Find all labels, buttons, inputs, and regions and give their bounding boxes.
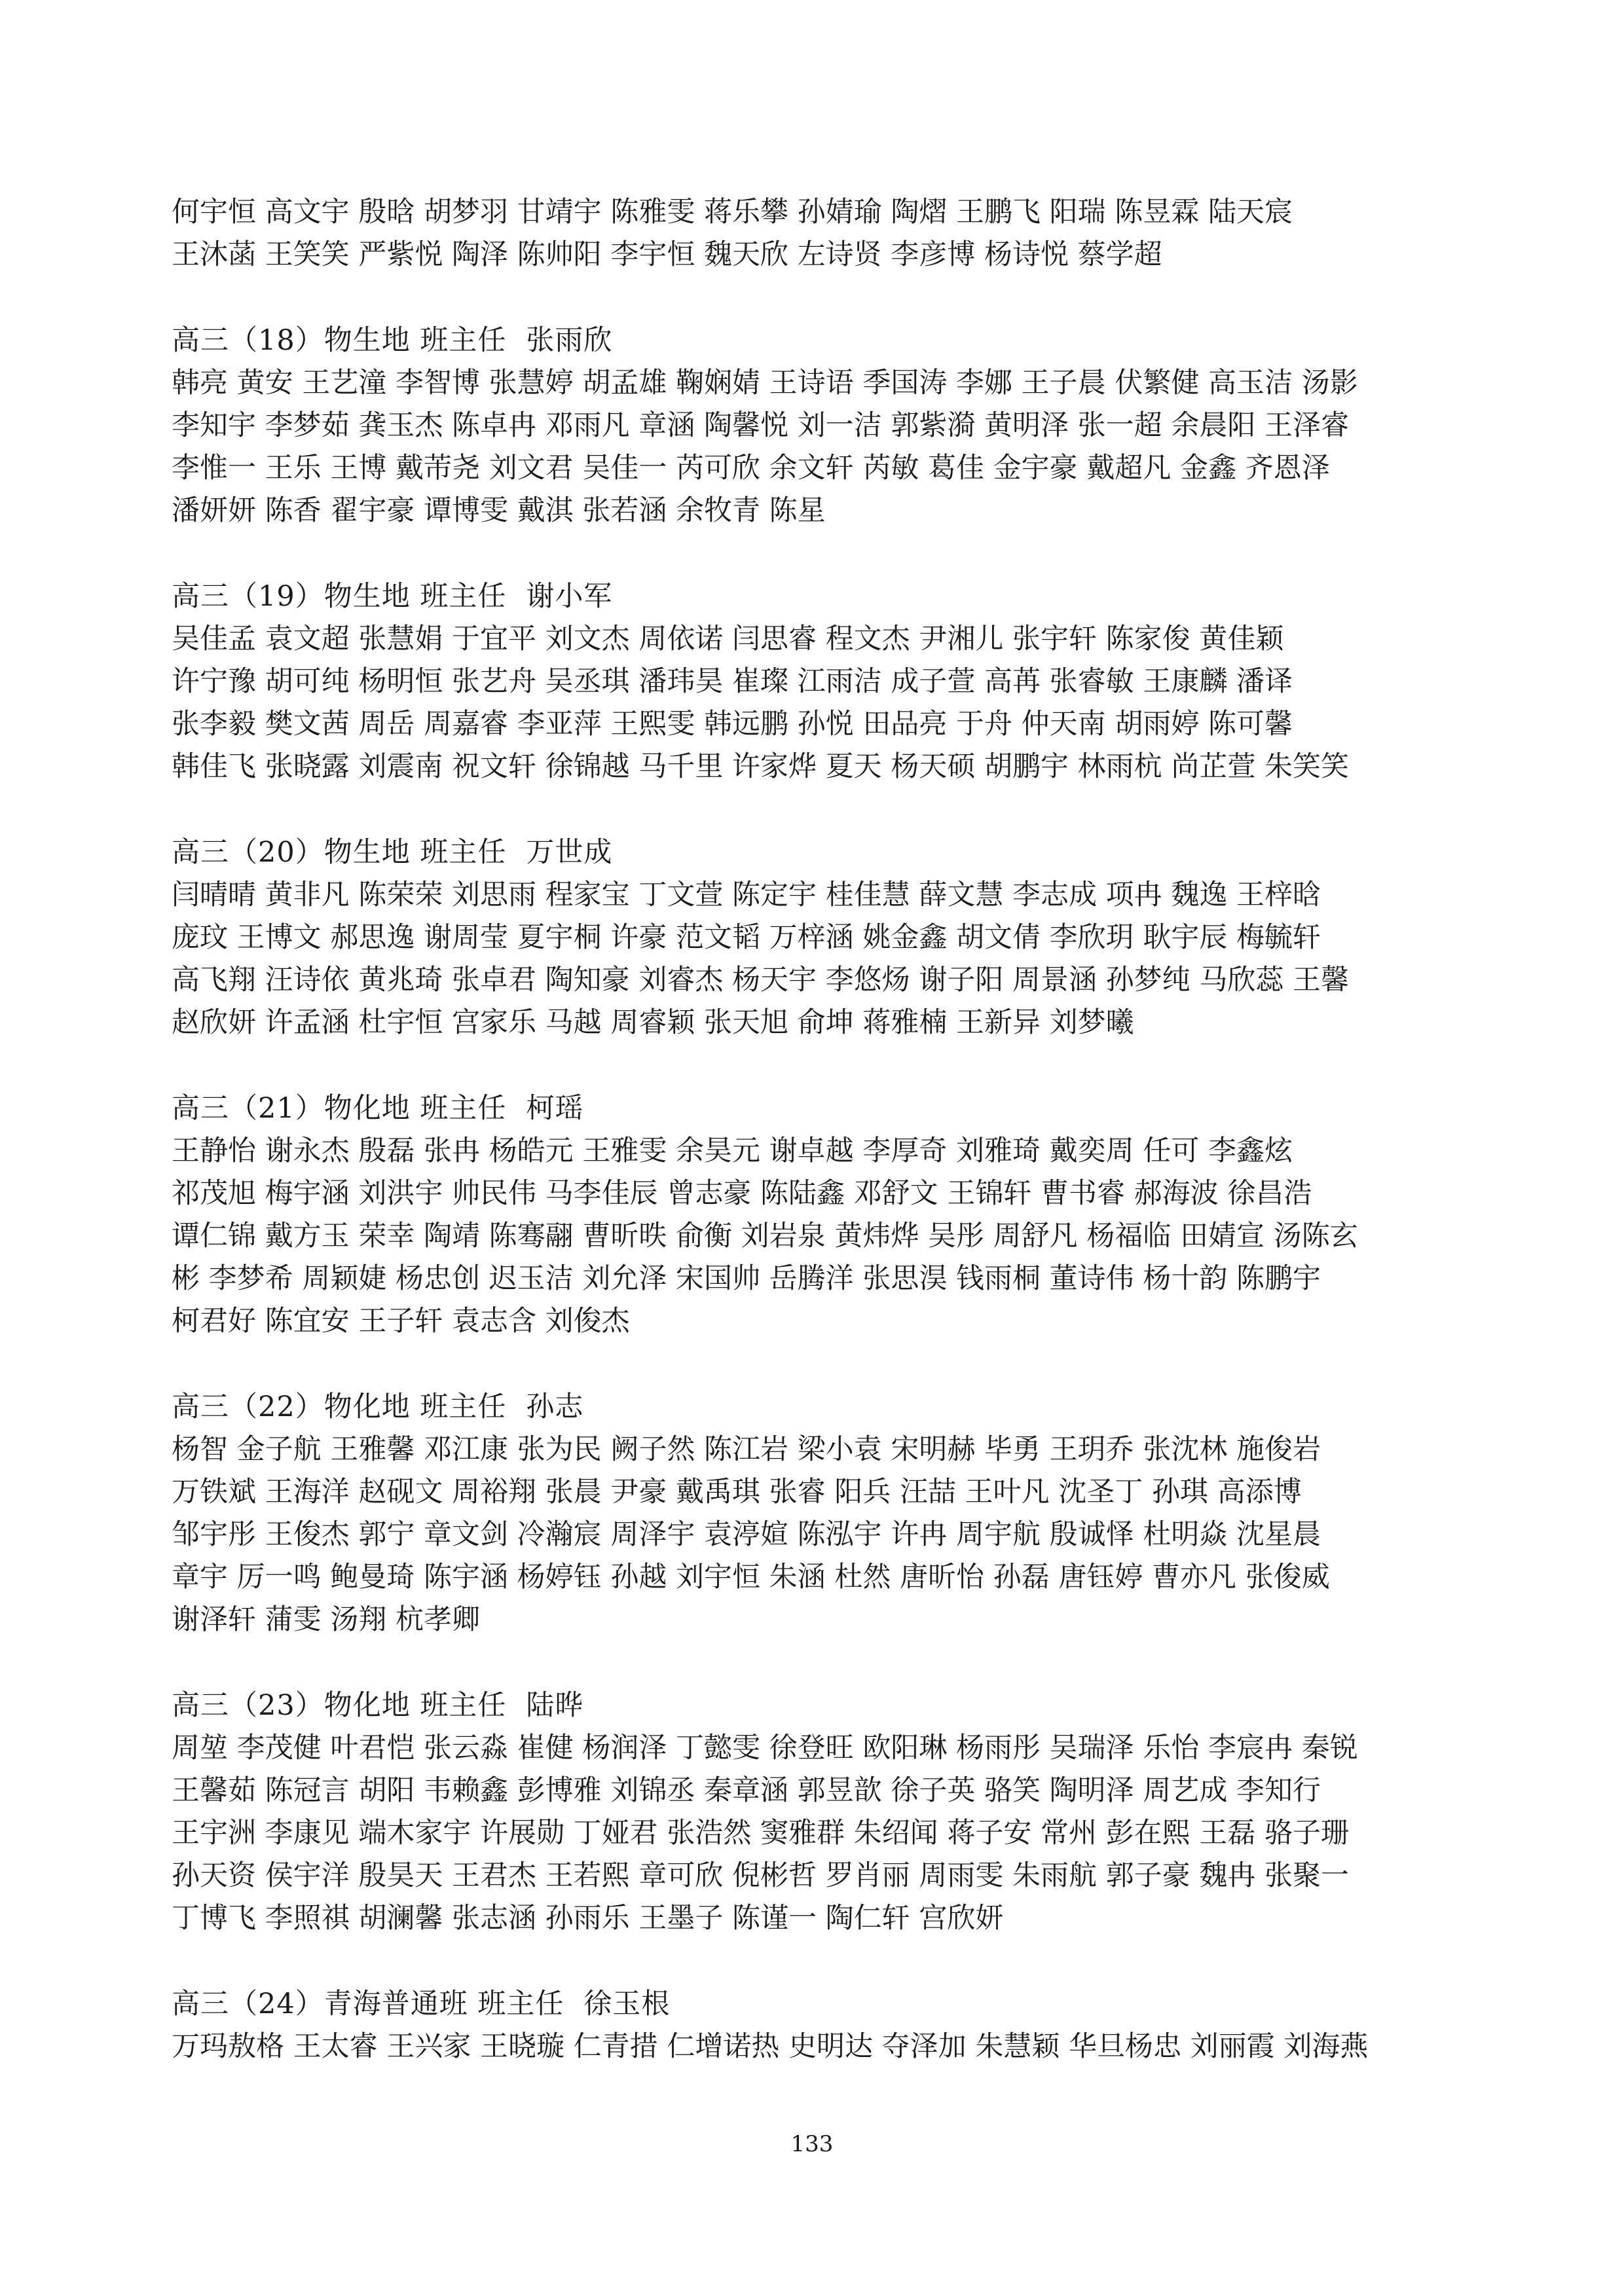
name-list-line: 何宇恒 高文宇 殷晗 胡梦羽 甘靖宇 陈雅雯 蒋乐攀 孙婧瑜 陶熠 王鹏飞 阳瑞 陈昱霖 陆天宸 [172, 196, 1293, 228]
class-section-18 [172, 319, 1468, 532]
class-heading [172, 1386, 1468, 1429]
class-section-21 [172, 1087, 1468, 1343]
class-name: 高三（24）青海普通班 [172, 1988, 468, 2020]
name-list-line: 杨智 金子航 王雅馨 邓江康 张为民 阙子然 陈江岩 梁小袁 宋明赫 毕勇 王玥乔 张沈林 施俊岩 [172, 1433, 1321, 1466]
class-section-23 [172, 1685, 1468, 1940]
name-list-line: 万玛敖格 王太睿 王兴家 王晓璇 仁青措 仁增诺热 史明达 夺泽加 朱慧颖 华旦杨忠 刘丽霞 刘海燕 [172, 2030, 1369, 2063]
class-name: 高三（21）物化地 [172, 1092, 411, 1125]
teacher-label: 班主任 [420, 1092, 507, 1125]
name-list-line: 彬 李梦希 周颖婕 杨忠创 迟玉洁 刘允泽 宋国帅 岳腾洋 张思淏 钱雨桐 董诗伟 杨十韵 陈鹏宇 [172, 1262, 1321, 1295]
name-list-line: 高飞翔 汪诗依 黄兆琦 张卓君 陶知豪 刘睿杰 杨天宇 李悠炀 谢子阳 周景涵 孙梦纯 马欣蕊 王馨 [172, 964, 1350, 996]
name-list-line: 谭仁锦 戴方玉 荣幸 陶靖 陈骞翮 曹昕昳 俞衡 刘岩泉 黄炜烨 吴彤 周舒凡 杨福临 田婧宣 汤陈玄 [172, 1220, 1358, 1252]
teacher-name: 柯瑶 [526, 1092, 584, 1125]
name-list-line: 谢泽轩 蒲雯 汤翔 杭孝卿 [172, 1603, 481, 1636]
class-heading [172, 1685, 1468, 1727]
name-list-line: 王馨茹 陈冠言 胡阳 韦赖鑫 彭博雅 刘锦丞 秦章涵 郭昱歆 徐子英 骆笑 陶明泽 周艺成 李知行 [172, 1774, 1321, 1807]
class-heading [172, 575, 1468, 618]
teacher-name: 万世成 [526, 836, 613, 869]
name-list-line: 万铁斌 王海洋 赵砚文 周裕翔 张晨 尹豪 戴禹琪 张睿 阳兵 汪喆 王叶凡 沈圣丁 孙琪 高添博 [172, 1476, 1302, 1508]
class-section-24 [172, 1983, 1468, 2068]
continued-name-list [172, 191, 1468, 276]
class-heading [172, 1087, 1468, 1130]
name-list-line: 孙天资 侯宇洋 殷昊天 王君杰 王若熙 章可欣 倪彬哲 罗肖丽 周雨雯 朱雨航 郭子豪 魏冉 张聚一 [172, 1859, 1350, 1892]
class-section-22 [172, 1386, 1468, 1641]
teacher-label: 班主任 [420, 836, 507, 869]
name-list-line: 周堃 李茂健 叶君恺 张云淼 崔健 杨润泽 丁懿雯 徐登旺 欧阳琳 杨雨彤 吴瑞泽 乐怡 李宸冉 秦锐 [172, 1732, 1358, 1764]
name-list-line: 李惟一 王乐 王博 戴芾尧 刘文君 吴佳一 芮可欣 余文轩 芮敏 葛佳 金宇豪 戴超凡 金鑫 齐恩泽 [172, 452, 1330, 484]
name-list-line: 李知宇 李梦茹 龚玉杰 陈卓冉 邓雨凡 章涵 陶馨悦 刘一洁 郭紫漪 黄明泽 张一超 余晨阳 王泽睿 [172, 409, 1350, 442]
name-list-line: 王沐菡 王笑笑 严紫悦 陶泽 陈帅阳 李宇恒 魏天欣 左诗贤 李彦博 杨诗悦 蔡学超 [172, 238, 1162, 271]
class-name: 高三（22）物化地 [172, 1391, 411, 1423]
name-list-line: 庞玟 王博文 郝思逸 谢周莹 夏宇桐 许豪 范文韬 万梓涵 姚金鑫 胡文倩 李欣玥 耿宇辰 梅毓轩 [172, 921, 1321, 954]
name-list-line: 闫晴晴 黄非凡 陈荣荣 刘思雨 程家宝 丁文萱 陈定宇 桂佳慧 薛文慧 李志成 项冉 魏逸 王梓晗 [172, 879, 1321, 911]
name-list-line: 章宇 厉一鸣 鲍曼琦 陈宇涵 杨婷钰 孙越 刘宇恒 朱涵 杜然 唐昕怡 孙磊 唐钰婷 曹亦凡 张俊威 [172, 1561, 1330, 1594]
teacher-label: 班主任 [420, 1689, 507, 1722]
class-section-19 [172, 575, 1468, 788]
teacher-name: 张雨欣 [526, 324, 613, 357]
name-list-line: 赵欣妍 许孟涵 杜宇恒 宫家乐 马越 周睿颖 张天旭 俞坤 蒋雅楠 王新异 刘梦曦 [172, 1006, 1134, 1039]
teacher-label: 班主任 [477, 1988, 564, 2020]
teacher-name: 徐玉根 [583, 1988, 671, 2020]
name-list-line: 丁博飞 李照祺 胡澜馨 张志涵 孙雨乐 王墨子 陈谨一 陶仁轩 宫欣妍 [172, 1902, 1004, 1935]
class-name: 高三（18）物生地 [172, 324, 411, 357]
class-name: 高三（23）物化地 [172, 1689, 411, 1722]
name-list-line: 吴佳孟 袁文超 张慧娟 于宜平 刘文杰 周依诺 闫思睿 程文杰 尹湘儿 张宇轩 陈家俊 黄佳颖 [172, 623, 1284, 655]
teacher-name: 陆晔 [526, 1689, 584, 1722]
class-heading [172, 1983, 1468, 2026]
teacher-label: 班主任 [420, 324, 507, 357]
name-list-line: 祁茂旭 梅宇涵 刘洪宇 帅民伟 马李佳辰 曾志豪 陈陆鑫 邓舒文 王锦轩 曹书睿 郝海波 徐昌浩 [172, 1177, 1312, 1210]
page-content [172, 191, 1468, 2111]
name-list-line: 王静怡 谢永杰 殷磊 张冉 杨皓元 王雅雯 余昊元 谢卓越 李厚奇 刘雅琦 戴奕周 任可 李鑫炫 [172, 1135, 1293, 1167]
name-list-line: 张李毅 樊文茜 周岳 周嘉睿 李亚萍 王熙雯 韩远鹏 孙悦 田品亮 于舟 仲天南 胡雨婷 陈可馨 [172, 708, 1293, 740]
class-heading [172, 831, 1468, 874]
teacher-name: 谢小军 [526, 580, 613, 613]
class-heading [172, 319, 1468, 362]
class-name: 高三（20）物生地 [172, 836, 411, 869]
class-name: 高三（19）物生地 [172, 580, 411, 613]
name-list-line: 柯君好 陈宜安 王子轩 袁志含 刘俊杰 [172, 1305, 630, 1338]
name-list-line: 韩佳飞 张晓露 刘震南 祝文轩 徐锦越 马千里 许家烨 夏天 杨天硕 胡鹏宇 林雨杭 尚芷萱 朱笑笑 [172, 750, 1350, 783]
name-list-line: 许宁豫 胡可纯 杨明恒 张艺舟 吴丞琪 潘玮昊 崔璨 江雨洁 成子萱 高苒 张睿敏 王康麟 潘译 [172, 665, 1293, 698]
teacher-name: 孙志 [526, 1391, 584, 1423]
class-section-20 [172, 831, 1468, 1044]
name-list-line: 潘妍妍 陈香 翟宇豪 谭博雯 戴淇 张若涵 余牧青 陈星 [172, 494, 826, 527]
name-list-line: 邹宇彤 王俊杰 郭宁 章文剑 冷瀚宸 周泽宇 袁渟媗 陈泓宇 许冉 周宇航 殷诚怿 杜明焱 沈星晨 [172, 1518, 1321, 1551]
name-list-line: 韩亮 黄安 王艺潼 李智博 张慧婷 胡孟雄 鞠娴婧 王诗语 季国涛 李娜 王子晨 伏繁健 高玉洁 汤影 [172, 367, 1358, 399]
teacher-label: 班主任 [420, 580, 507, 613]
page-number: 133 [790, 2131, 834, 2157]
teacher-label: 班主任 [420, 1391, 507, 1423]
name-list-line: 王宇洲 李康见 端木家宇 许展勋 丁娅君 张浩然 窦雅群 朱绍闻 蒋子安 常州 彭在熙 王磊 骆子珊 [172, 1817, 1350, 1850]
